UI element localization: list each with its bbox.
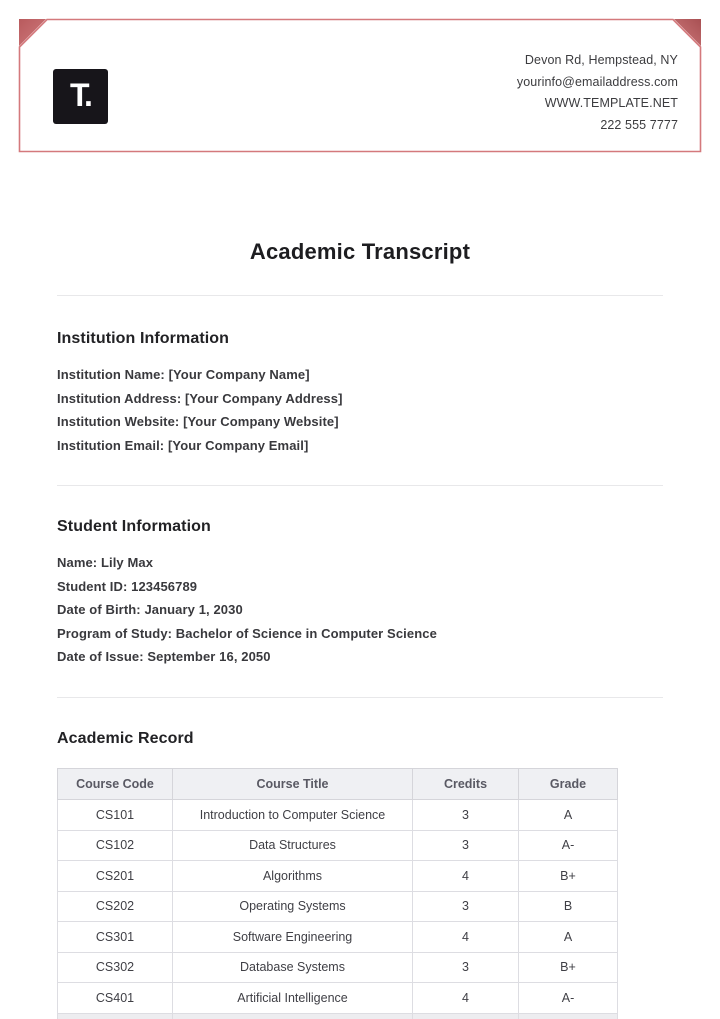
student-id-line: Student ID: 123456789 <box>57 578 198 594</box>
letterhead <box>0 0 720 170</box>
table-row <box>58 800 618 831</box>
table-row <box>58 861 618 892</box>
cell-course-title <box>173 1013 413 1019</box>
cell-grade <box>519 1013 618 1019</box>
institution-heading: Institution Information <box>57 330 230 347</box>
company-logo <box>53 69 108 124</box>
cell-course-code <box>58 1013 173 1019</box>
academic-record-table <box>57 768 618 1019</box>
cell-course-title: Algorithms <box>173 861 413 892</box>
cell-course-code: CS202 <box>58 891 173 922</box>
table-row-partial <box>58 1013 618 1019</box>
column-header-course-code: Course Code <box>58 769 173 800</box>
company-logo-text: T. <box>70 76 91 113</box>
institution-address-line: Institution Address: [Your Company Address] <box>57 390 343 406</box>
student-program-line: Program of Study: Bachelor of Science in Computer Science <box>57 625 437 641</box>
corner-fold-left <box>19 19 46 46</box>
cell-grade: A- <box>519 983 618 1014</box>
cell-credits: 4 <box>413 983 519 1014</box>
student-name-line: Name: Lily Max <box>57 555 154 570</box>
contact-email: yourinfo@emailaddress.com <box>516 74 678 89</box>
student-dob-line: Date of Birth: January 1, 2030 <box>57 602 243 618</box>
page-title: Academic Transcript <box>249 239 471 264</box>
contact-block <box>517 50 678 136</box>
cell-course-title: Introduction to Computer Science <box>173 800 413 831</box>
divider <box>57 697 663 698</box>
cell-credits: 4 <box>413 861 519 892</box>
contact-website: WWW.TEMPLATE.NET <box>544 96 678 110</box>
cell-course-title: Operating Systems <box>173 891 413 922</box>
table-header-row <box>58 769 618 800</box>
institution-email-line: Institution Email: [Your Company Email] <box>57 437 309 453</box>
cell-credits: 3 <box>413 952 519 983</box>
cell-course-code: CS101 <box>58 800 173 831</box>
contact-phone: 222 555 7777 <box>600 117 678 132</box>
table-row <box>58 891 618 922</box>
column-header-grade: Grade <box>519 769 618 800</box>
corner-fold-right <box>674 19 701 46</box>
cell-course-code: CS401 <box>58 983 173 1014</box>
student-issue-line: Date of Issue: September 16, 2050 <box>57 649 271 665</box>
institution-name-line: Institution Name: [Your Company Name] <box>57 367 310 382</box>
divider <box>57 485 663 486</box>
cell-course-code: CS301 <box>58 922 173 953</box>
cell-course-title: Database Systems <box>173 952 413 983</box>
cell-course-title: Artificial Intelligence <box>173 983 413 1014</box>
table-row <box>58 922 618 953</box>
student-info-block <box>57 551 437 669</box>
cell-course-code: CS102 <box>58 830 173 861</box>
institution-website-line: Institution Website: [Your Company Website] <box>57 414 339 430</box>
cell-course-title: Data Structures <box>173 830 413 861</box>
table-row <box>58 983 618 1014</box>
contact-address: Devon Rd, Hempstead, NY <box>524 53 678 67</box>
cell-credits: 4 <box>413 922 519 953</box>
cell-grade: A <box>519 800 618 831</box>
cell-credits <box>413 1013 519 1019</box>
cell-grade: A <box>519 922 618 953</box>
cell-grade: B+ <box>519 861 618 892</box>
cell-grade: B+ <box>519 952 618 983</box>
cell-course-title: Software Engineering <box>173 922 413 953</box>
table-row <box>58 830 618 861</box>
cell-course-code: CS302 <box>58 952 173 983</box>
divider <box>57 295 663 296</box>
academic-record-heading: Academic Record <box>57 730 194 747</box>
cell-grade: A- <box>519 830 618 861</box>
cell-credits: 3 <box>413 891 519 922</box>
cell-grade: B <box>519 891 618 922</box>
cell-course-code: CS201 <box>58 861 173 892</box>
cell-credits: 3 <box>413 830 519 861</box>
institution-info-block <box>57 363 343 457</box>
cell-credits: 3 <box>413 800 519 831</box>
table-row <box>58 952 618 983</box>
student-heading: Student Information <box>57 518 211 535</box>
column-header-credits: Credits <box>413 769 519 800</box>
column-header-course-title: Course Title <box>173 769 413 800</box>
